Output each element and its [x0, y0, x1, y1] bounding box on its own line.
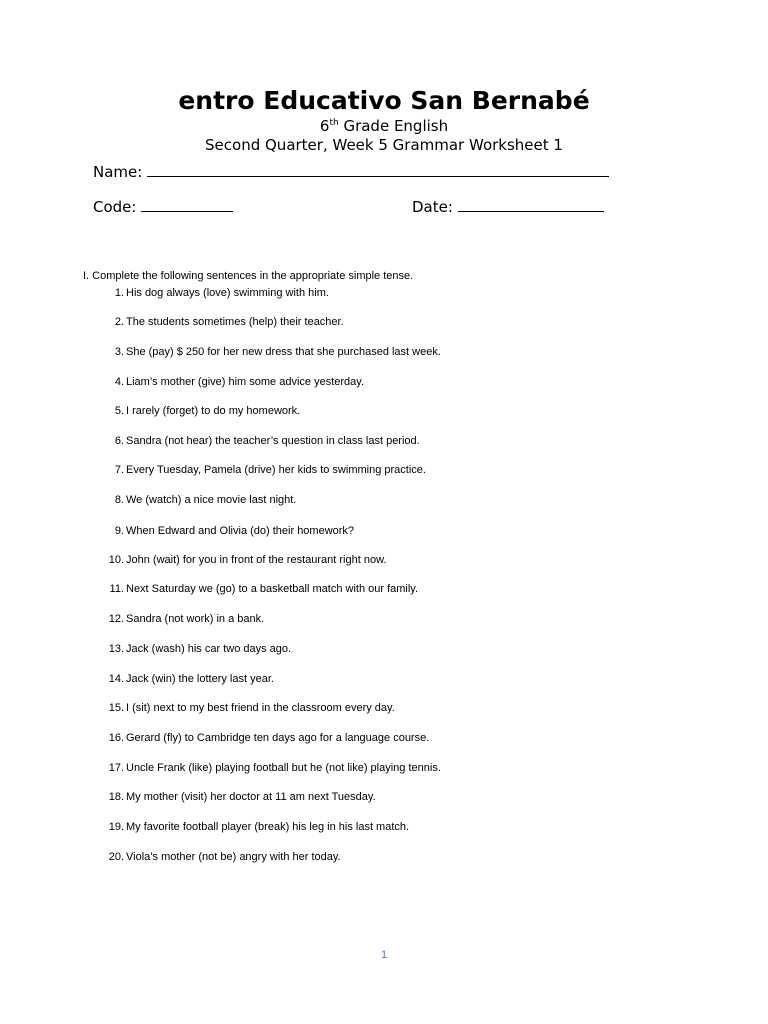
name-label: Name: — [93, 163, 143, 181]
item-text: Every Tuesday, Pamela (drive) her kids to swimming practice. — [126, 464, 426, 476]
item-text: Gerard (fly) to Cambridge ten days ago for a language course. — [126, 732, 430, 744]
item-text: John (wait) for you in front of the restaurant right now. — [126, 554, 387, 566]
date-label: Date: — [412, 198, 453, 216]
item-number: 20. — [108, 851, 124, 863]
name-blank[interactable] — [147, 162, 609, 177]
item-number: 7. — [114, 464, 124, 476]
item-number: 11. — [109, 583, 124, 595]
item-number: 14. — [108, 673, 124, 685]
school-title: entro Educativo San Bernabé — [178, 86, 590, 115]
item-number: 6. — [114, 435, 124, 447]
worksheet-title: Second Quarter, Week 5 Grammar Worksheet 1 — [205, 136, 563, 154]
item-text: Viola’s mother (not be) angry with her today. — [126, 851, 341, 863]
item-number: 3. — [114, 346, 124, 358]
date-blank[interactable] — [458, 197, 604, 212]
item-number: 9. — [114, 525, 124, 537]
grade-suffix: th — [329, 118, 339, 128]
item-number: 19. — [108, 821, 124, 833]
item-text: My mother (visit) her doctor at 11 am next Tuesday. — [126, 791, 376, 803]
item-number: 16. — [108, 732, 124, 744]
item-number: 4. — [114, 376, 124, 388]
grade-number: 6 — [319, 117, 330, 135]
item-text: When Edward and Olivia (do) their homework? — [126, 525, 355, 537]
item-text: Next Saturday we (go) to a basketball match with our family. — [126, 583, 419, 595]
item-number: 1. — [114, 287, 124, 299]
item-number: 18. — [108, 791, 124, 803]
item-text: Liam’s mother (give) him some advice yesterday. — [126, 376, 365, 388]
item-text: Uncle Frank (like) playing football but he (not like) playing tennis. — [126, 762, 441, 774]
item-text: The students sometimes (help) their teacher. — [126, 316, 344, 328]
item-text: We (watch) a nice movie last night. — [126, 494, 297, 506]
item-number: 13. — [108, 643, 124, 655]
item-text: Jack (wash) his car two days ago. — [126, 643, 292, 655]
instructions: I. Complete the following sentences in the appropriate simple tense. — [83, 270, 414, 282]
code-blank[interactable] — [141, 197, 233, 212]
item-text: I (sit) next to my best friend in the classroom every day. — [126, 702, 395, 714]
item-number: 10. — [108, 554, 124, 566]
item-number: 8. — [114, 494, 124, 506]
item-number: 5. — [114, 405, 124, 417]
grade-line — [0, 117, 768, 135]
code-label: Code: — [93, 198, 137, 216]
item-text: I rarely (forget) to do my homework. — [126, 405, 301, 417]
code-field — [93, 197, 233, 216]
item-text: Jack (win) the lottery last year. — [126, 673, 274, 685]
item-number: 17. — [108, 762, 124, 774]
name-field — [93, 162, 609, 181]
grade-subject: Grade English — [338, 117, 449, 135]
item-number: 15. — [108, 702, 124, 714]
date-field — [412, 197, 604, 216]
item-text: His dog always (love) swimming with him. — [126, 287, 329, 299]
item-text: She (pay) $ 250 for her new dress that she purchased last week. — [126, 346, 441, 358]
item-text: Sandra (not hear) the teacher’s question in class last period. — [126, 435, 420, 447]
item-text: My favorite football player (break) his leg in his last match. — [126, 821, 410, 833]
item-text: Sandra (not work) in a bank. — [126, 613, 265, 625]
item-number: 12. — [108, 613, 124, 625]
page-number: 1 — [380, 949, 388, 961]
item-number: 2. — [114, 316, 124, 328]
